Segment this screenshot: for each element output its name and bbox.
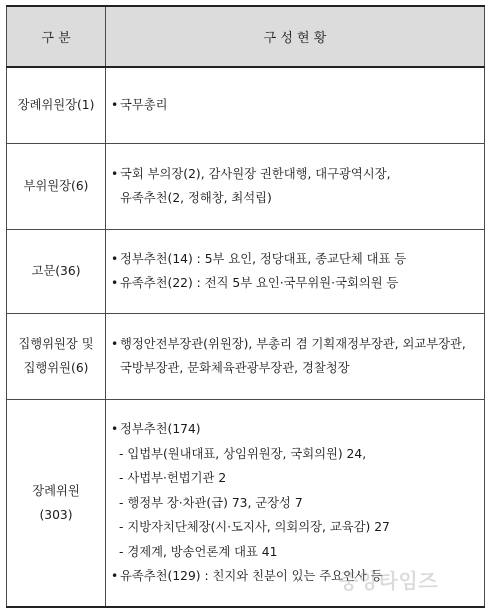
category-label: 고문(36) xyxy=(31,264,81,278)
composition-cell xyxy=(106,67,485,143)
category-label: 집행위원(6) xyxy=(23,361,89,375)
header-composition: 구 성 현 황 xyxy=(106,6,485,67)
composition-cell xyxy=(106,229,485,313)
composition-cell xyxy=(106,143,485,229)
category-label: 부위원장(6) xyxy=(23,179,89,193)
watermark-logo: 중앙타임즈 xyxy=(339,569,439,593)
category-cell xyxy=(7,229,106,313)
organization-table xyxy=(6,5,485,608)
composition-cell xyxy=(106,399,485,607)
table-header-row xyxy=(7,6,485,67)
table-row xyxy=(7,399,485,607)
category-cell xyxy=(7,67,106,143)
header-category: 구 분 xyxy=(7,6,106,67)
sub-list-item: - 입법부(원내대표, 상임위원장, 국회의원) 24, xyxy=(119,446,367,461)
list-item: • 국무총리 xyxy=(111,98,168,112)
list-item: • 정부추천(14) : 5부 요인, 정당대표, 종교단체 대표 등 xyxy=(111,251,407,266)
category-label: 장례위원 xyxy=(32,483,80,498)
list-item: • 행정안전부장관(위원장), 부총리 겸 기획재정부장관, 외교부장관, xyxy=(111,336,466,351)
category-cell xyxy=(7,313,106,399)
category-label: (303) xyxy=(39,507,73,522)
list-item: • 유족추천(129) : 친지와 친분이 있는 주요인사 등 xyxy=(111,569,383,583)
table-row xyxy=(7,313,485,399)
sub-list-item: - 지방자치단체장(시·도지사, 의회의장, 교육감) 27 xyxy=(119,520,390,534)
list-item: • 유족추천(22) : 전직 5부 요인·국무위원·국회의원 등 xyxy=(111,276,399,290)
list-item-continuation: 유족추천(2, 정해창, 최석립) xyxy=(120,191,272,205)
table-row xyxy=(7,67,485,143)
list-item: • 국회 부의장(2), 감사원장 권한대행, 대구광역시장, xyxy=(111,166,391,181)
category-cell xyxy=(7,143,106,229)
sub-list-item: - 사법부·헌법기관 2 xyxy=(119,471,227,485)
category-cell xyxy=(7,399,106,607)
table-row xyxy=(7,143,485,229)
category-label: 장례위원장(1) xyxy=(17,98,95,113)
sub-list-item: - 행정부 장·차관(급) 73, 군장성 7 xyxy=(119,495,303,510)
composition-cell xyxy=(106,313,485,399)
list-item-continuation: 국방부장관, 문화체육관광부장관, 경찰청장 xyxy=(120,361,350,375)
list-item: • 정부추천(174) xyxy=(111,422,201,436)
table-row xyxy=(7,229,485,313)
sub-list-item: - 경제계, 방송언론계 대표 41 xyxy=(119,544,278,559)
category-label: 집행위원장 및 xyxy=(18,337,94,351)
